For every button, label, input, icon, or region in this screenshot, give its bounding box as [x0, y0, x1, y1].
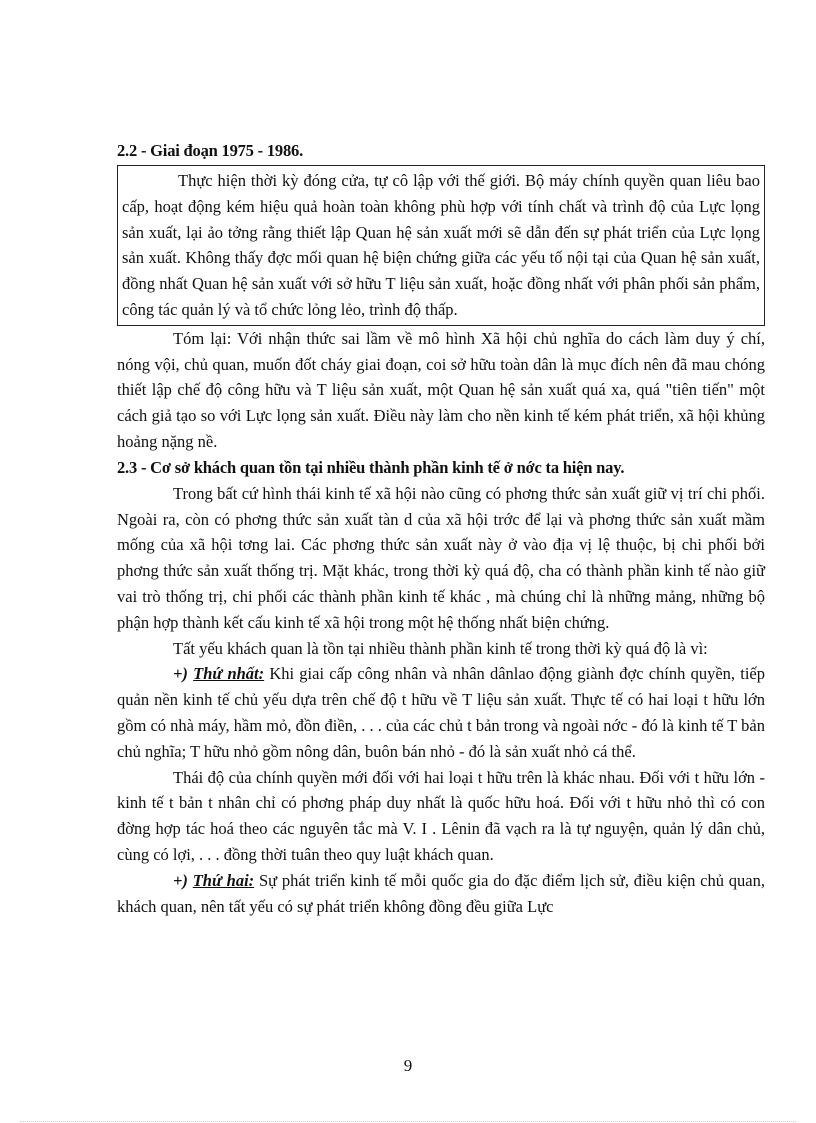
- first-reason-sign: +): [173, 664, 194, 684]
- boxed-paragraph: Thực hiện thời kỳ đóng cửa, tự cô lập với thế giới. Bộ máy chính quyền quan liêu bao cấp, hoạt động kém hiệu quả hoàn toàn không phù hợp với tính chất và trình độ của Lực lọng sản xuất, lại ảo tởng rằng thiết lập Quan hệ sản xuất mới sẽ dẫn đến sự phát triển của Lực lọng sản xuất. Không thấy đợc mối quan hệ biện chứng giữa các yếu tố nội tại của Quan hệ sản xuất, đồng nhất Quan hệ sản xuất với sở hữu T liệu sản xuất, hoặc đồng nhất với phân phối sản phẩm, công tác quản lý và tổ chức lỏng lẻo, trình độ thấp.: [122, 171, 760, 319]
- second-reason-sign: +): [173, 870, 193, 890]
- boxed-paragraph-frame: [117, 165, 765, 326]
- section-heading-2-3: 2.3 - Cơ sở khách quan tồn tại nhiều thành phần kinh tế ở nớc ta hiện nay.: [117, 457, 625, 477]
- second-reason-label: Thứ hai:: [192, 870, 255, 890]
- paragraph-first-reason: [117, 661, 765, 764]
- first-reason-text: Khi giai cấp công nhân và nhân dânlao động giành đợc chính quyền, tiếp quản nền kinh tế chủ yếu dựa trên chế độ t hữu về T liệu sản xuất. Thực tế có hai loại t hữu lớn gồm có nhà máy, hầm mỏ, đồn điền, . . . của các chủ t bản trong và ngoài nớc - đó là kinh tế T bản chủ nghĩa; T hữu nhỏ gồm nông dân, buôn bán nhỏ - đó là sản xuất nhỏ cá thể.: [117, 664, 765, 761]
- summary-paragraph: Tóm lại: Với nhận thức sai lầm về mô hình Xã hội chủ nghĩa do cách làm duy ý chí, nóng vội, chủ quan, muốn đốt cháy giai đoạn, coi sở hữu toàn dân là mục đích nên đã mau chóng thiết lập chế độ công hữu và T liệu sản xuất, một Quan hệ sản xuất quá xa, quá "tiên tiến" một cách giả tạo so với Lực lọng sản xuất. Điều này làm cho nền kinh tế kém phát triển, xã hội khủng hoảng nặng nề.: [117, 328, 765, 451]
- paragraph-attitude-of-government: Thái độ của chính quyền mới đối với hai loại t hữu trên là khác nhau. Đối với t hữu lớn - kinh tế t bản t nhân chỉ có phơng pháp duy nhất là quốc hữu hoá. Đối với t hữu nhỏ thì có con đờng hợp tác hoá theo các nguyên tắc mà V. I . Lênin đã vạch ra là tự nguyện, quản lý dân chủ, cùng có lợi, . . . đồng thời tuân theo quy luật khách quan.: [117, 767, 765, 864]
- document-page: [117, 138, 765, 919]
- second-reason-text: Sự phát triển kinh tế mỗi quốc gia do đặc điểm lịch sử, điều kiện chủ quan, khách quan, nên tất yếu có sự phát triển không đồng đều giữa Lực: [117, 870, 765, 916]
- footer-dotted-rule: [20, 1121, 796, 1122]
- paragraph-modes-of-production: Trong bất cứ hình thái kinh tế xã hội nào cũng có phơng thức sản xuất giữ vị trí chi phối. Ngoài ra, còn có phơng thức sản xuất tàn d của xã hội trớc để lại và phơng thức sản xuất mầm mống của xã hội tơng lai. Các phơng thức sản xuất này ở vào địa vị lệ thuộc, bị chi phối bởi phơng thức sản xuất thống trị. Mặt khác, trong thời kỳ quá độ, cha có thành phần kinh tế nào giữ vai trò thống trị, chi phối các thành phần kinh tế khác , mà chúng chỉ là những mảng, những bộ phận hợp thành kết cấu kinh tế xã hội trong một hệ thống nhất biện chứng.: [117, 483, 765, 632]
- section-heading-2-2: 2.2 - Giai đoạn 1975 - 1986.: [117, 141, 303, 160]
- first-reason-label: Thứ nhất:: [193, 664, 265, 684]
- paragraph-second-reason: [117, 868, 765, 920]
- page-number: 9: [403, 1056, 413, 1075]
- paragraph-objective-necessity: Tất yếu khách quan là tồn tại nhiều thành phần kinh tế trong thời kỳ quá độ là vì:: [173, 638, 708, 658]
